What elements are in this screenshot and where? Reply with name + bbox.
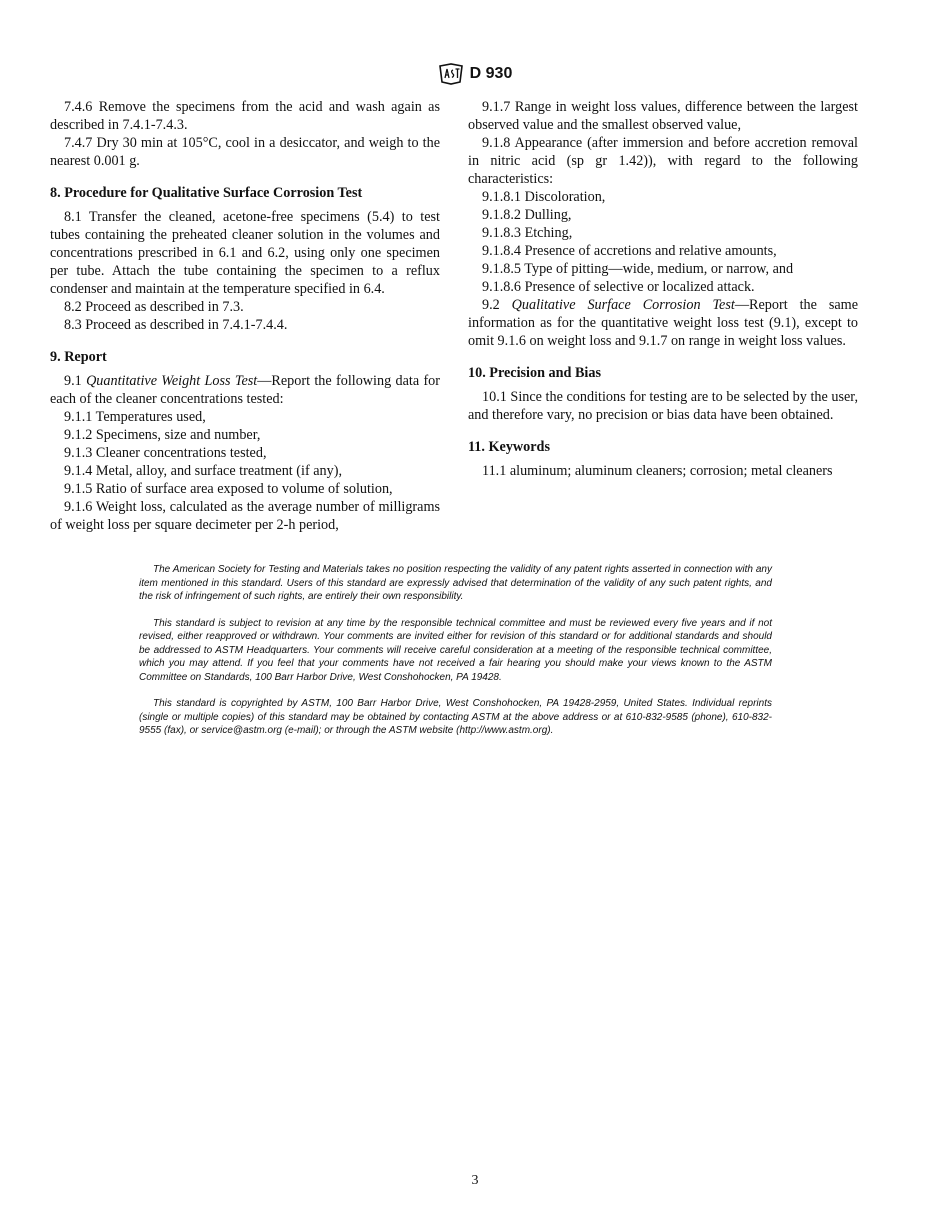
list-item-9-1-5: 9.1.5 Ratio of surface area exposed to volume of solution,	[64, 481, 393, 497]
paragraph-9-1-7: 9.1.7 Range in weight loss values, difference between the largest observed value and the smallest observed value,	[468, 99, 858, 133]
list-item-9-1-2: 9.1.2 Specimens, size and number,	[64, 427, 261, 443]
section-heading-11: 11. Keywords	[468, 439, 550, 455]
paragraph-number: 9.1	[64, 373, 82, 389]
standard-designation: D 930	[469, 65, 513, 82]
list-item-9-1-8-6: 9.1.8.6 Presence of selective or localized attack.	[482, 279, 755, 295]
copyright-notice: This standard is copyrighted by ASTM, 100 Barr Harbor Drive, West Conshohocken, PA 19428-2959, United States. Individual reprints (single or multiple copies) of this standard may be obtained by contacting ASTM at the above address or at 610-832-9585 (phone), 610-832-9555 (fax), or service@astm.org (e-mail); or through the ASTM website (http://www.astm.org).	[139, 698, 772, 736]
paragraph-text: —Report the following data for each of the cleaner concentrations tested:	[50, 373, 440, 407]
list-item-9-1-8-5: 9.1.8.5 Type of pitting—wide, medium, or narrow, and	[482, 261, 794, 277]
revision-notice: This standard is subject to revision at any time by the responsible technical committee and must be reviewed every five years and if not revised, either reapproved or withdrawn. Your comments are invited either for revision of this standard or for additional standards and should be addressed to ASTM Headquarters. Your comments will receive careful consideration at a meeting of the responsible technical committee, which you may attend. If you feel that your comments have not received a fair hearing you should make your views known to the ASTM Committee on Standards, 100 Barr Harbor Drive, West Conshohocken, PA 19428.	[139, 617, 772, 683]
list-item-9-1-3: 9.1.3 Cleaner concentrations tested,	[64, 445, 267, 461]
section-heading-9: 9. Report	[50, 349, 107, 365]
list-item-9-1-8-4: 9.1.8.4 Presence of accretions and relative amounts,	[482, 243, 777, 259]
paragraph-10-1: 10.1 Since the conditions for testing are to be selected by the user, and therefore vary, no precision or bias data have been obtained.	[468, 389, 858, 423]
paragraph-9-2	[468, 296, 858, 350]
page-header	[0, 63, 950, 90]
page-number: 3	[471, 1173, 479, 1188]
section-heading-8: 8. Procedure for Qualitative Surface Corrosion Test	[50, 185, 363, 201]
paragraph-9-1-8: 9.1.8 Appearance (after immersion and before accretion removal in nitric acid (sp gr 1.42)), with regard to the following characteristics:	[468, 135, 858, 187]
paragraph-7-4-7: 7.4.7 Dry 30 min at 105°C, cool in a desiccator, and weigh to the nearest 0.001 g.	[50, 135, 440, 169]
paragraph-9-1	[50, 372, 440, 408]
list-item-9-1-8-3: 9.1.8.3 Etching,	[482, 225, 573, 241]
paragraph-7-4-6: 7.4.6 Remove the specimens from the acid and wash again as described in 7.4.1-7.4.3.	[50, 99, 440, 133]
paragraph-text: —Report the same information as for the quantitative weight loss test (9.1), except to omit 9.1.6 on weight loss and 9.1.7 on range in weight loss values.	[468, 297, 858, 349]
list-item-9-1-8-2: 9.1.8.2 Dulling,	[482, 207, 572, 223]
patent-notice: The American Society for Testing and Materials takes no position respecting the validity of any patent rights asserted in connection with any item mentioned in this standard. Users of this standard are expressly advised that determination of the validity of any such patent rights, and the risk of infringement of such rights, are entirely their own responsibility.	[139, 564, 772, 602]
list-item-9-1-8-1: 9.1.8.1 Discoloration,	[482, 189, 606, 205]
list-item-9-1-1: 9.1.1 Temperatures used,	[64, 409, 206, 425]
subsection-title: Quantitative Weight Loss Test	[86, 373, 258, 389]
section-heading-10: 10. Precision and Bias	[468, 365, 601, 381]
left-column	[50, 98, 440, 534]
subsection-title: Qualitative Surface Corrosion Test	[511, 297, 735, 313]
paragraph-8-1: 8.1 Transfer the cleaned, acetone-free specimens (5.4) to test tubes containing the preheated cleaner solution in the volumes and concentrations prescribed in 6.1 and 6.2, using only one specimen per tube. Attach the tube containing the specimen to a reflux condenser and maintain at the temperature specified in 6.4.	[50, 209, 440, 297]
paragraph-8-2: 8.2 Proceed as described in 7.3.	[64, 299, 244, 315]
paragraph-11-1: 11.1 aluminum; aluminum cleaners; corrosion; metal cleaners	[482, 463, 833, 479]
astm-logo-icon	[438, 63, 464, 85]
paragraph-9-1-6: 9.1.6 Weight loss, calculated as the average number of milligrams of weight loss per square decimeter per 2-h period,	[50, 499, 440, 533]
legal-notices	[139, 563, 772, 751]
list-item-9-1-4: 9.1.4 Metal, alloy, and surface treatment (if any),	[64, 463, 342, 479]
right-column	[468, 98, 858, 480]
paragraph-number: 9.2	[482, 297, 500, 313]
paragraph-8-3: 8.3 Proceed as described in 7.4.1-7.4.4.	[64, 317, 288, 333]
